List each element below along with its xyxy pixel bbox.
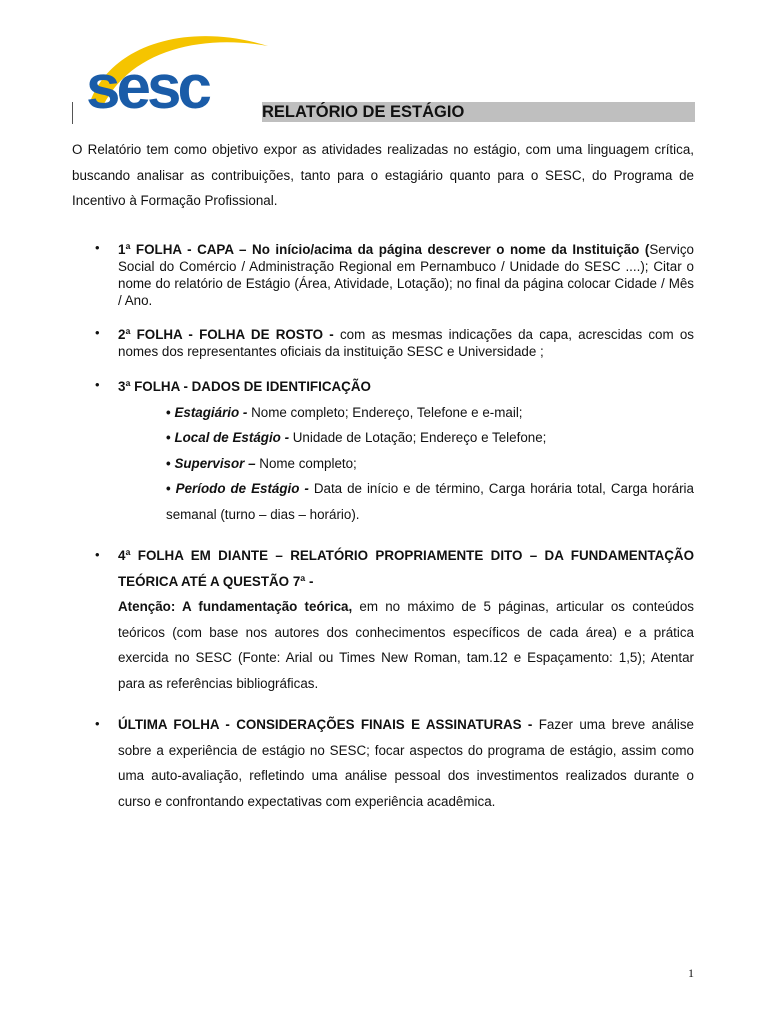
sub-local-label: Local de Estágio - xyxy=(174,430,290,445)
item-last-heading: ÚLTIMA FOLHA - CONSIDERAÇÕES FINAIS E ASSINATURAS - xyxy=(118,717,533,732)
sub-estagiario xyxy=(166,400,694,426)
bullet-2: • xyxy=(95,325,100,340)
item-third-heading: 3ª FOLHA - DADOS DE IDENTIFICAÇÃO xyxy=(118,379,371,394)
sub-dot: • xyxy=(166,456,171,471)
item-second xyxy=(118,326,694,360)
sub-local-text: Unidade de Lotação; Endereço e Telefone; xyxy=(289,430,547,445)
bullet-3: • xyxy=(95,377,100,392)
bullet-5: • xyxy=(95,716,100,731)
item-fourth xyxy=(118,543,694,594)
sub-periodo-label: Período de Estágio - xyxy=(175,481,309,496)
intro-paragraph: O Relatório tem como objetivo expor as atividades realizadas no estágio, com uma linguagem crítica, buscando analisar as contribuições, tanto para o estagiário quanto para o SESC, do Programa de Incentivo à Formação Profissional. xyxy=(72,142,694,208)
item-first-text: Serviço Social do Comércio / Administração Regional em Pernambuco / Unidade do SESC ....); Citar o nome do relatório de Estágio (Área, Atividade, Lotação); no final da página colocar Cidade / Mês / Ano. xyxy=(118,242,694,308)
sub-local xyxy=(166,425,694,451)
item-last xyxy=(118,712,694,814)
page-number: 1 xyxy=(688,966,694,980)
title-rule xyxy=(72,102,73,124)
title-bar xyxy=(72,102,695,124)
attention-label: Atenção: A fundamentação teórica, xyxy=(118,599,353,614)
sub-estagiario-label: Estagiário - xyxy=(174,405,248,420)
attention-text: em no máximo de 5 páginas, articular os conteúdos teóricos (com base nos autores dos conhecimentos específicos de cada área) e a prática exercida no SESC (Fonte: Arial ou Times New Roman, tam.12 e Espaçamento: 1,5); Atentar para as referências bibliográficas. xyxy=(118,599,695,691)
item-last-text: Fazer uma breve análise sobre a experiência de estágio no SESC; focar aspectos do programa de estágio, assim como uma auto-avaliação, refletindo uma análise pessoal dos investimentos realizados durante o curso e confrontando expectativas com experiência acadêmica. xyxy=(118,717,695,809)
item-fourth-heading: 4ª FOLHA EM DIANTE – RELATÓRIO PROPRIAMENTE DITO – DA FUNDAMENTAÇÃO TEÓRICA ATÉ A QUESTÃO 7ª - xyxy=(118,548,694,589)
item-fourth-attention xyxy=(118,594,694,696)
bullet-1: • xyxy=(95,240,100,255)
sub-periodo-text: Data de início e de término, Carga horária total, Carga horária semanal (turno – dias – horário). xyxy=(166,481,694,522)
sub-dot: • xyxy=(166,405,171,420)
sub-supervisor-label: Supervisor – xyxy=(174,456,256,471)
item-third xyxy=(118,378,694,395)
sub-dot: • xyxy=(166,481,171,496)
page-title: RELATÓRIO DE ESTÁGIO xyxy=(262,103,465,121)
sub-dot: • xyxy=(166,430,171,445)
item-second-text: com as mesmas indicações da capa, acrescidas com os nomes dos representantes oficiais da instituição SESC e Universidade ; xyxy=(118,327,695,359)
sub-supervisor xyxy=(166,451,694,477)
item-first xyxy=(118,241,694,309)
logo-wordmark: sesc xyxy=(86,53,208,116)
bullet-4: • xyxy=(95,547,100,562)
item-second-heading: 2ª FOLHA - FOLHA DE ROSTO - xyxy=(118,327,334,342)
sub-periodo xyxy=(166,476,694,527)
item-first-heading: 1ª FOLHA - CAPA – No início/acima da página descrever o nome da Instituição ( xyxy=(118,242,650,257)
sub-estagiario-text: Nome completo; Endereço, Telefone e e-mail; xyxy=(247,405,523,420)
sub-supervisor-text: Nome completo; xyxy=(255,456,357,471)
